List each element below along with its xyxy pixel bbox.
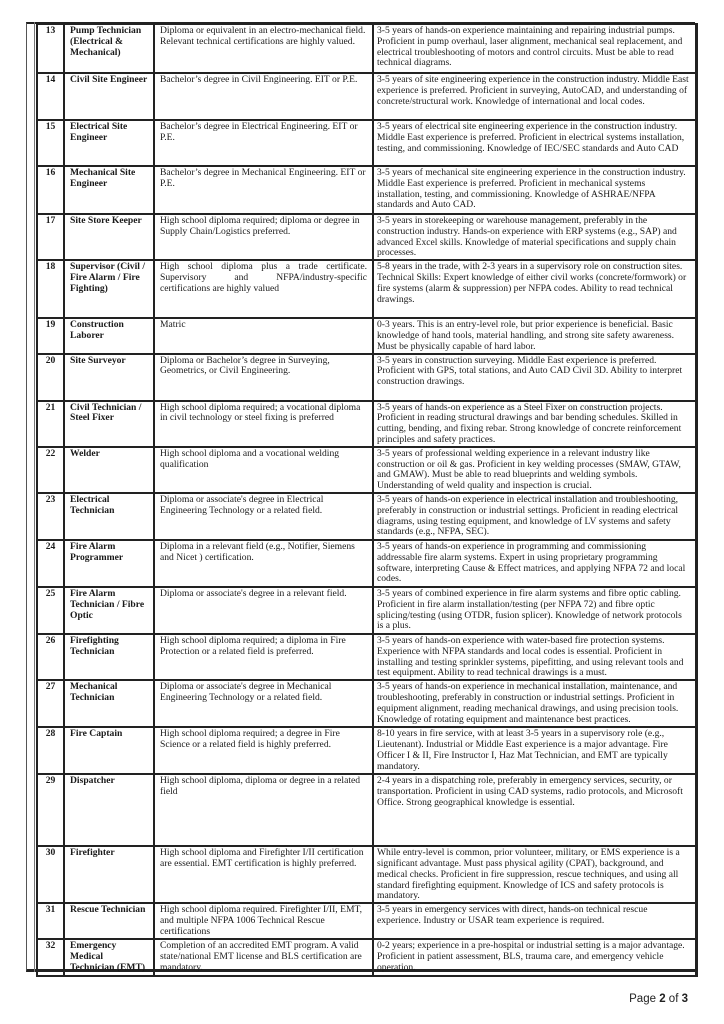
education-requirement: Bachelor’s degree in Civil Engineering. EIT or P.E. [154,73,373,120]
education-requirement: Diploma or Bachelor’s degree in Surveying, Geometrics, or Civil Engineering. [154,354,373,401]
row-number: 14 [37,73,64,120]
row-number: 20 [37,354,64,401]
education-requirement: High school diploma required; a vocational diploma in civil technology or steel fixing is preferred [154,401,373,447]
table-row [37,120,696,166]
experience-requirement: 3-5 years of hands-on experience in electrical installation and troubleshooting, preferably in construction or industrial settings. Proficient in reading electrical diagrams, using testing equipment, and knowledge of LV systems and safety standards (e.g., NFPA, SEC). [373,493,696,540]
job-title: Site Surveyor [64,354,154,401]
row-number: 29 [37,774,64,846]
row-number: 30 [37,846,64,903]
row-number: 16 [37,166,64,214]
experience-requirement: 3-5 years of combined experience in fire alarm systems and fibre optic cabling. Proficient in fire alarm installation/testing (per NFPA 72) and fibre optic splicing/testing (using OTDR, fusion splicer). Knowledge of network protocols is a plus. [373,587,696,634]
total-pages: 3 [681,993,688,1005]
job-title: Rescue Technician [64,903,154,939]
experience-requirement: 3-5 years of hands-on experience as a Steel Fixer on construction projects. Proficient in reading structural drawings and bar bending schedules. Skilled in cutting, bending, and fixing rebar. Strong knowledge of concrete reinforcement principles and safety practices. [373,401,696,447]
table-row [37,24,696,73]
table-row [37,401,696,447]
current-page: 2 [659,993,666,1005]
job-title: Construction Laborer [64,318,154,353]
education-requirement: Bachelor’s degree in Mechanical Engineering. EIT or P.E. [154,166,373,214]
table-row [37,354,696,401]
job-title: Fire Captain [64,727,154,774]
experience-requirement: 3-5 years in emergency services with direct, hands-on technical rescue experience. Industry or USAR team experience is required. [373,903,696,939]
job-title: Fire Alarm Programmer [64,540,154,587]
table-row [37,447,696,493]
page-word: Page [629,993,656,1005]
experience-requirement: While entry-level is common, prior volunteer, military, or EMS experience is a significant advantage. Must pass physical agility (CPAT), background, and medical checks. Proficient in fire suppression, rescue techniques, and using all standard firefighting equipment. Knowledge of ICS and safety protocols is mandatory. [373,846,696,903]
experience-requirement: 3-5 years of hands-on experience in programming and commissioning addressable fire alarm systems. Expert in using proprietary programming software, interpreting Cause & Effect matrices, and applying NFPA 72 and local codes. [373,540,696,587]
of-word: of [668,993,679,1005]
experience-requirement: 3-5 years of hands-on experience with water-based fire protection systems. Experience with NFPA standards and local codes is essential. Proficient in installing and testing sprinkler systems, pipefitting, and using relevant tools and test equipment. Ability to read technical drawings is a must. [373,634,696,680]
education-requirement: High school diploma and a vocational welding qualification [154,447,373,493]
row-number: 13 [37,24,64,73]
education-requirement: Bachelor’s degree in Electrical Engineering. EIT or P.E. [154,120,373,166]
education-requirement: Matric [154,318,373,353]
experience-requirement: 3-5 years of site engineering experience in the construction industry. Middle East experience is preferred. Proficient in surveying, AutoCAD, and understanding of concrete/structural work. Knowledge of international and local codes. [373,73,696,120]
table-row [37,634,696,680]
experience-requirement: 3-5 years in storekeeping or warehouse management, preferably in the construction industry. Hands-on experience with ERP systems (e.g., SAP) and advanced Excel skills. Knowledge of material specifications and supply chain processes. [373,214,696,260]
row-number: 28 [37,727,64,774]
job-title: Civil Site Engineer [64,73,154,120]
experience-requirement: 3-5 years of mechanical site engineering experience in the construction industry. Middle East experience is preferred. Proficient in mechanical systems installation, testing, and commissioning. Knowledge of ASHRAE/NFPA standards and Auto CAD. [373,166,696,214]
education-requirement: High school diploma, diploma or degree in a related field [154,774,373,846]
job-title: Firefighter [64,846,154,903]
row-number: 17 [37,214,64,260]
job-title: Site Store Keeper [64,214,154,260]
job-title: Electrical Technician [64,493,154,540]
job-title: Electrical Site Engineer [64,120,154,166]
table-row [37,540,696,587]
row-number: 24 [37,540,64,587]
experience-requirement: 3-5 years in construction surveying. Middle East experience is preferred. Proficient with GPS, total stations, and Auto CAD Civil 3D. Ability to interpret construction drawings. [373,354,696,401]
experience-line: 5-8 years in the trade, with 2-3 years in a supervisory role on construction sites. [377,261,683,273]
table-row [37,318,696,353]
table-row [37,727,696,774]
table-row [37,493,696,540]
education-requirement: High school diploma plus a trade certificate. Supervisory and NFPA/industry-specific certifications are highly valued [154,260,373,318]
education-requirement: Diploma or associate's degree in Mechanical Engineering Technology or a related field. [154,680,373,727]
table-row [37,260,696,318]
education-requirement: High school diploma required; diploma or degree in Supply Chain/Logistics preferred. [154,214,373,260]
job-title: Firefighting Technician [64,634,154,680]
table-inner-border [34,22,35,972]
row-number: 25 [37,587,64,634]
row-number: 32 [37,939,64,976]
experience-requirement: 3-5 years of professional welding experience in a relevant industry like construction or oil & gas. Proficient in key welding processes (SMAW, GTAW, and GMAW). Must be able to read blueprints and welding symbols. Understanding of weld quality and inspection is crucial. [373,447,696,493]
table-row [37,774,696,846]
education-requirement: High school diploma required; a degree in Fire Science or a related field is highly preferred. [154,727,373,774]
experience-requirement: 0-3 years. This is an entry-level role, but prior experience is beneficial. Basic knowledge of hand tools, material handling, and strong site safety awareness. Must be physically capable of hard labor. [373,318,696,353]
experience-line: Technical Skills: Expert knowledge of either civil works (concrete/formwork) or fire systems (alarm & suppression) per NFPA codes. Ability to read technical drawings. [377,271,687,305]
table-row [37,587,696,634]
education-requirement: Diploma or associate's degree in a relevant field. [154,587,373,634]
row-number: 31 [37,903,64,939]
education-requirement: High school diploma and Firefighter I/II certification are essential. EMT certification is highly preferred. [154,846,373,903]
education-requirement: Completion of an accredited EMT program. A valid state/national EMT license and BLS certification are mandatory. [154,939,373,976]
education-requirement: High school diploma required; a diploma in Fire Protection or a related field is preferred. [154,634,373,680]
table-row [37,73,696,120]
table-row [37,680,696,727]
job-title: Dispatcher [64,774,154,846]
education-requirement: Diploma in a relevant field (e.g., Notifier, Siemens and Nicet ) certification. [154,540,373,587]
experience-requirement: 8-10 years in fire service, with at least 3-5 years in a supervisory role (e.g., Lieutenant). Industrial or Middle East experience is a major advantage. Fire Officer I & II, Fire Instructor I, Haz Mat Technician, and EMT are typically mandatory. [373,727,696,774]
job-title: Mechanical Technician [64,680,154,727]
row-number: 27 [37,680,64,727]
job-title: Fire Alarm Technician / Fibre Optic [64,587,154,634]
experience-requirement [373,260,696,318]
education-requirement: Diploma or associate's degree in Electrical Engineering Technology or a related field. [154,493,373,540]
table-row [37,214,696,260]
table-row [37,846,696,903]
row-number: 22 [37,447,64,493]
job-title: Welder [64,447,154,493]
table-row [37,166,696,214]
table-row [37,903,696,939]
experience-requirement: 2-4 years in a dispatching role, preferably in emergency services, security, or transportation. Proficient in using CAD systems, radio protocols, and Microsoft Office. Strong geographical knowledge is essential. [373,774,696,846]
experience-requirement: 0-2 years; experience in a pre-hospital or industrial setting is a major advantage. Proficient in patient assessment, BLS, trauma care, and emergency vehicle operation. [373,939,696,976]
job-title: Mechanical Site Engineer [64,166,154,214]
job-title: Civil Technician / Steel Fixer [64,401,154,447]
education-requirement: Diploma or equivalent in an electro-mechanical field. Relevant technical certifications are highly valued. [154,24,373,73]
experience-requirement: 3-5 years of hands-on experience maintaining and repairing industrial pumps. Proficient in pump overhaul, laser alignment, mechanical seal replacement, and electrical troubleshooting of motors and control circuits. Must be able to read technical diagrams. [373,24,696,73]
row-number: 19 [37,318,64,353]
experience-requirement: 3-5 years of hands-on experience in mechanical installation, maintenance, and troubleshooting, preferably in construction or industrial settings. Proficient in equipment alignment, reading mechanical drawings, and using precision tools. Knowledge of rotating equipment and maintenance best practices. [373,680,696,727]
page-number [629,993,688,1005]
row-number: 26 [37,634,64,680]
job-title: Pump Technician (Electrical & Mechanical) [64,24,154,73]
row-number: 23 [37,493,64,540]
row-number: 15 [37,120,64,166]
table-row [37,939,696,976]
row-number: 18 [37,260,64,318]
job-requirements-table [36,23,698,977]
experience-requirement: 3-5 years of electrical site engineering experience in the construction industry. Middle East experience is preferred. Proficient in electrical systems installation, testing, and commissioning. Knowledge of IEC/SEC standards and Auto CAD [373,120,696,166]
education-requirement: High school diploma required. Firefighter I/II, EMT, and multiple NFPA 1006 Technical Rescue certifications [154,903,373,939]
row-number: 21 [37,401,64,447]
job-title: Emergency Medical Technician (EMT) [64,939,154,976]
job-title: Supervisor (Civil / Fire Alarm / Fire Fighting) [64,260,154,318]
